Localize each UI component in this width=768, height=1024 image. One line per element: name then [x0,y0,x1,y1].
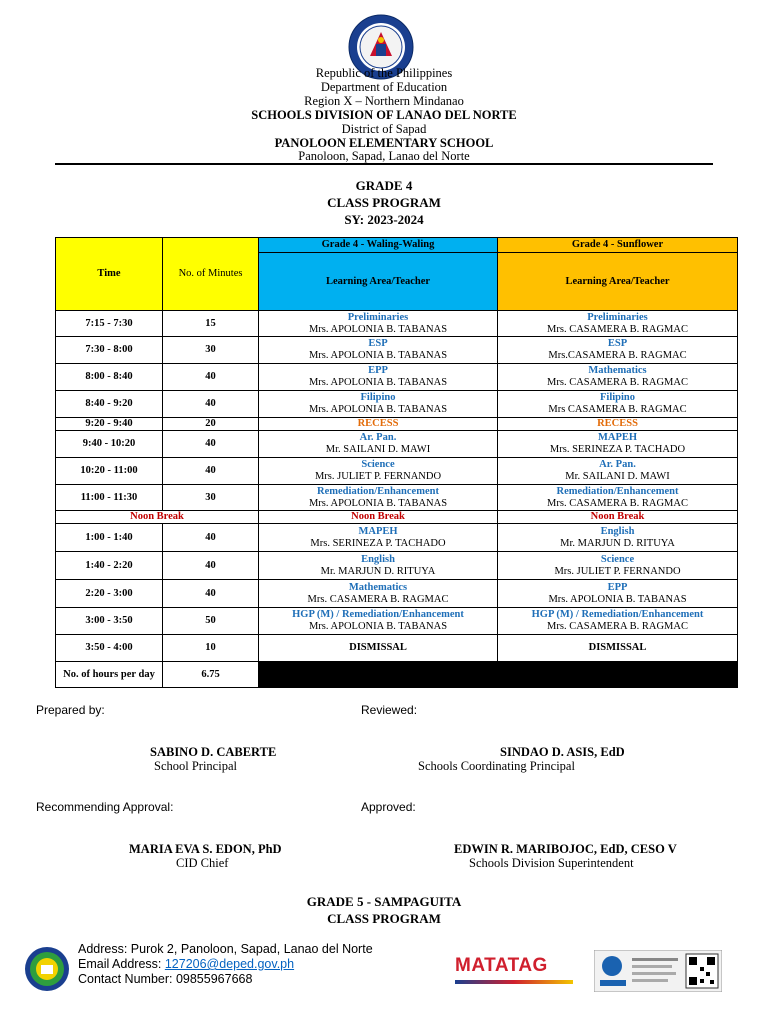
approved-name: EDWIN R. MARIBOJOC, EdD, CESO V [454,842,677,856]
header-division: SCHOOLS DIVISION OF LANAO DEL NORTE [251,108,517,122]
col-minutes-header: No. of Minutes [163,238,259,311]
time-cell: 9:40 - 10:20 [56,431,163,458]
subject-label: Preliminaries [347,311,409,323]
matatag-underline [455,980,573,984]
section-a-header: Grade 4 - Waling-Waling [259,238,498,253]
recess-label-b: RECESS [498,418,738,431]
table-row [56,524,738,552]
minutes-cell: 40 [163,458,259,485]
section-a-cell [259,552,498,580]
teacher-label: Mr. MARJUN D. RITUYA [320,565,436,577]
minutes-cell: 40 [163,391,259,418]
table-row [56,431,738,458]
minutes-cell: 30 [163,485,259,511]
section-b-cell [498,391,738,418]
subject-label: Filipino [599,392,635,403]
header-district: District of Sapad [341,122,427,136]
class-program-table [55,237,738,688]
subject-label: MAPEH [597,432,638,443]
time-cell: 3:50 - 4:00 [56,635,163,662]
section-b-header: Grade 4 - Sunflower [498,238,738,253]
teacher-label: Mrs. CASAMERA B. RAGMAC [547,377,688,388]
time-cell: 8:40 - 9:20 [56,391,163,418]
teacher-label: Mrs.CASAMERA B. RAGMAC [548,350,687,361]
subject-label: Remediation/Enhancement [317,485,439,497]
minutes-cell: 40 [163,524,259,552]
time-cell: 7:15 - 7:30 [56,311,163,337]
teacher-label: Mr. SAILANI D. MAWI [325,444,431,455]
minutes-cell: 30 [163,337,259,364]
teacher-label: Mrs. APOLONIA B. TABANAS [308,404,448,415]
section-a-cell [259,580,498,608]
table-row [56,337,738,364]
next-grade-title: GRADE 5 - SAMPAGUITA [306,894,462,909]
minutes-cell: 10 [163,635,259,662]
recommending-label: Recommending Approval: [36,800,174,814]
table-row [56,580,738,608]
minutes-cell: 40 [163,364,259,391]
subject-label: Ar. Pan. [359,432,397,443]
subject-label: Filipino [360,392,396,403]
table-row-total [56,662,738,688]
subject-label: MAPEH [358,525,398,537]
teacher-label: Mrs. APOLONIA B. TABANAS [308,621,448,632]
section-a-cell [259,364,498,391]
header-republic: Republic of the Philippines [315,66,453,80]
teacher-label: Mrs CASAMERA B. RAGMAC [548,404,687,415]
time-cell: 1:40 - 2:20 [56,552,163,580]
subject-label: EPP [607,581,628,593]
approved-title: Schools Division Superintendent [469,856,634,870]
footer-email-link[interactable]: 127206@deped.gov.ph [164,957,295,971]
dismissal-label-b: DISMISSAL [498,635,738,662]
time-cell: 11:00 - 11:30 [56,485,163,511]
section-a-subheader: Learning Area/Teacher [259,253,498,311]
teacher-label: Mrs. APOLONIA B. TABANAS [308,497,448,509]
teacher-label: Mrs. APOLONIA B. TABANAS [308,377,448,388]
teacher-label: Mr. MARJUN D. RITUYA [560,537,675,549]
subject-label: Ar. Pan. [599,459,636,470]
section-b-cell [498,431,738,458]
next-program-title: CLASS PROGRAM [327,911,441,926]
section-b-cell [498,311,738,337]
school-badge-icon [24,946,70,992]
prepared-title: School Principal [154,759,237,773]
header-region: Region X – Northern Mindanao [304,94,464,108]
section-a-cell [259,485,498,511]
noon-break-label-a: Noon Break [259,511,498,524]
section-b-cell [498,524,738,552]
table-row [56,311,738,337]
table-row [56,608,738,635]
section-a-cell [259,311,498,337]
section-a-cell [259,391,498,418]
footer-address: Address: Purok 2, Panoloon, Sapad, Lanao del Norte [78,942,373,956]
header-school: PANOLOON ELEMENTARY SCHOOL [274,136,494,150]
header-department: Department of Education [320,80,448,94]
subject-label: Remediation/Enhancement [556,485,679,497]
minutes-cell: 50 [163,608,259,635]
table-row-noon [56,511,738,524]
header-address: Panoloon, Sapad, Lanao del Norte [298,149,470,163]
matatag-logo [455,955,573,991]
minutes-cell: 40 [163,552,259,580]
subject-label: Science [361,459,395,470]
section-b-cell [498,364,738,391]
teacher-label: Mrs. APOLONIA B. TABANAS [548,593,687,605]
noon-break-label-b: Noon Break [498,511,738,524]
recess-label-a: RECESS [259,418,498,431]
section-b-cell [498,337,738,364]
section-a-cell [259,608,498,635]
table-row [56,364,738,391]
time-cell: 9:20 - 9:40 [56,418,163,431]
teacher-label: Mrs. JULIET P. FERNANDO [314,471,442,482]
teacher-label: Mrs. CASAMERA B. RAGMAC [547,323,688,335]
subject-label: HGP (M) / Remediation/Enhancement [531,609,704,620]
subject-label: ESP [607,338,628,349]
teacher-label: Mrs. SERINEZA P. TACHADO [310,537,446,549]
teacher-label: Mrs. APOLONIA B. TABANAS [308,350,448,361]
title-program: CLASS PROGRAM [327,195,441,210]
table-row [56,458,738,485]
subject-label: Mathematics [588,365,647,376]
time-cell: 3:00 - 3:50 [56,608,163,635]
footer-contact: Contact Number: 09855967668 [78,972,253,986]
teacher-label: Mr. SAILANI D. MAWI [565,471,670,482]
time-cell: 2:20 - 3:00 [56,580,163,608]
table-row [56,391,738,418]
header-divider [55,163,713,165]
subject-label: Preliminaries [587,311,648,323]
subject-label: ESP [368,338,388,349]
subject-label: Science [600,553,635,565]
table-row [56,485,738,511]
subject-label: EPP [368,365,388,376]
total-value: 6.75 [163,662,259,688]
teacher-label: Mrs. CASAMERA B. RAGMAC [307,593,449,605]
section-b-cell [498,485,738,511]
iso-certification-badge [594,950,722,992]
approved-label: Approved: [361,800,416,814]
footer-email-label: Email Address: [78,957,165,971]
reviewed-label: Reviewed: [361,703,418,717]
time-cell: 7:30 - 8:00 [56,337,163,364]
section-a-cell [259,337,498,364]
teacher-label: Mrs. JULIET P. FERNANDO [554,565,681,577]
noon-break-label: Noon Break [56,511,259,524]
time-cell: 10:20 - 11:00 [56,458,163,485]
section-b-cell [498,552,738,580]
title-grade: GRADE 4 [355,178,413,193]
teacher-label: Mrs. CASAMERA B. RAGMAC [547,497,688,509]
reviewed-title: Schools Coordinating Principal [418,759,575,773]
section-a-cell [259,524,498,552]
matatag-wordmark: MATATAG [455,955,548,976]
recommending-title: CID Chief [176,856,229,870]
subject-label: English [600,525,635,537]
section-a-cell [259,431,498,458]
subject-label: HGP (M) / Remediation/Enhancement [292,609,464,620]
reviewed-name: SINDAO D. ASIS, EdD [500,745,625,759]
minutes-cell: 20 [163,418,259,431]
minutes-cell: 40 [163,580,259,608]
subject-label: Mathematics [348,581,408,593]
footer-email-line [78,957,294,972]
subject-label: English [361,553,395,565]
teacher-label: Mrs. SERINEZA P. TACHADO [549,444,686,455]
table-row-dismissal [56,635,738,662]
col-time-header: Time [56,238,163,311]
blacked-out-cell [259,662,738,688]
table-row [56,552,738,580]
time-cell: 8:00 - 8:40 [56,364,163,391]
minutes-cell: 40 [163,431,259,458]
teacher-label: Mrs. APOLONIA B. TABANAS [308,323,448,335]
section-b-cell [498,608,738,635]
dismissal-label-a: DISMISSAL [259,635,498,662]
table-row-recess [56,418,738,431]
prepared-name: SABINO D. CABERTE [150,745,277,759]
time-cell: 1:00 - 1:40 [56,524,163,552]
section-b-cell [498,580,738,608]
minutes-cell: 15 [163,311,259,337]
recommending-name: MARIA EVA S. EDON, PhD [129,842,282,856]
title-school-year: SY: 2023-2024 [344,212,424,227]
teacher-label: Mrs. CASAMERA B. RAGMAC [547,621,688,632]
prepared-by-label: Prepared by: [36,703,105,717]
section-b-cell [498,458,738,485]
section-b-subheader: Learning Area/Teacher [498,253,738,311]
total-label: No. of hours per day [56,662,163,688]
section-a-cell [259,458,498,485]
